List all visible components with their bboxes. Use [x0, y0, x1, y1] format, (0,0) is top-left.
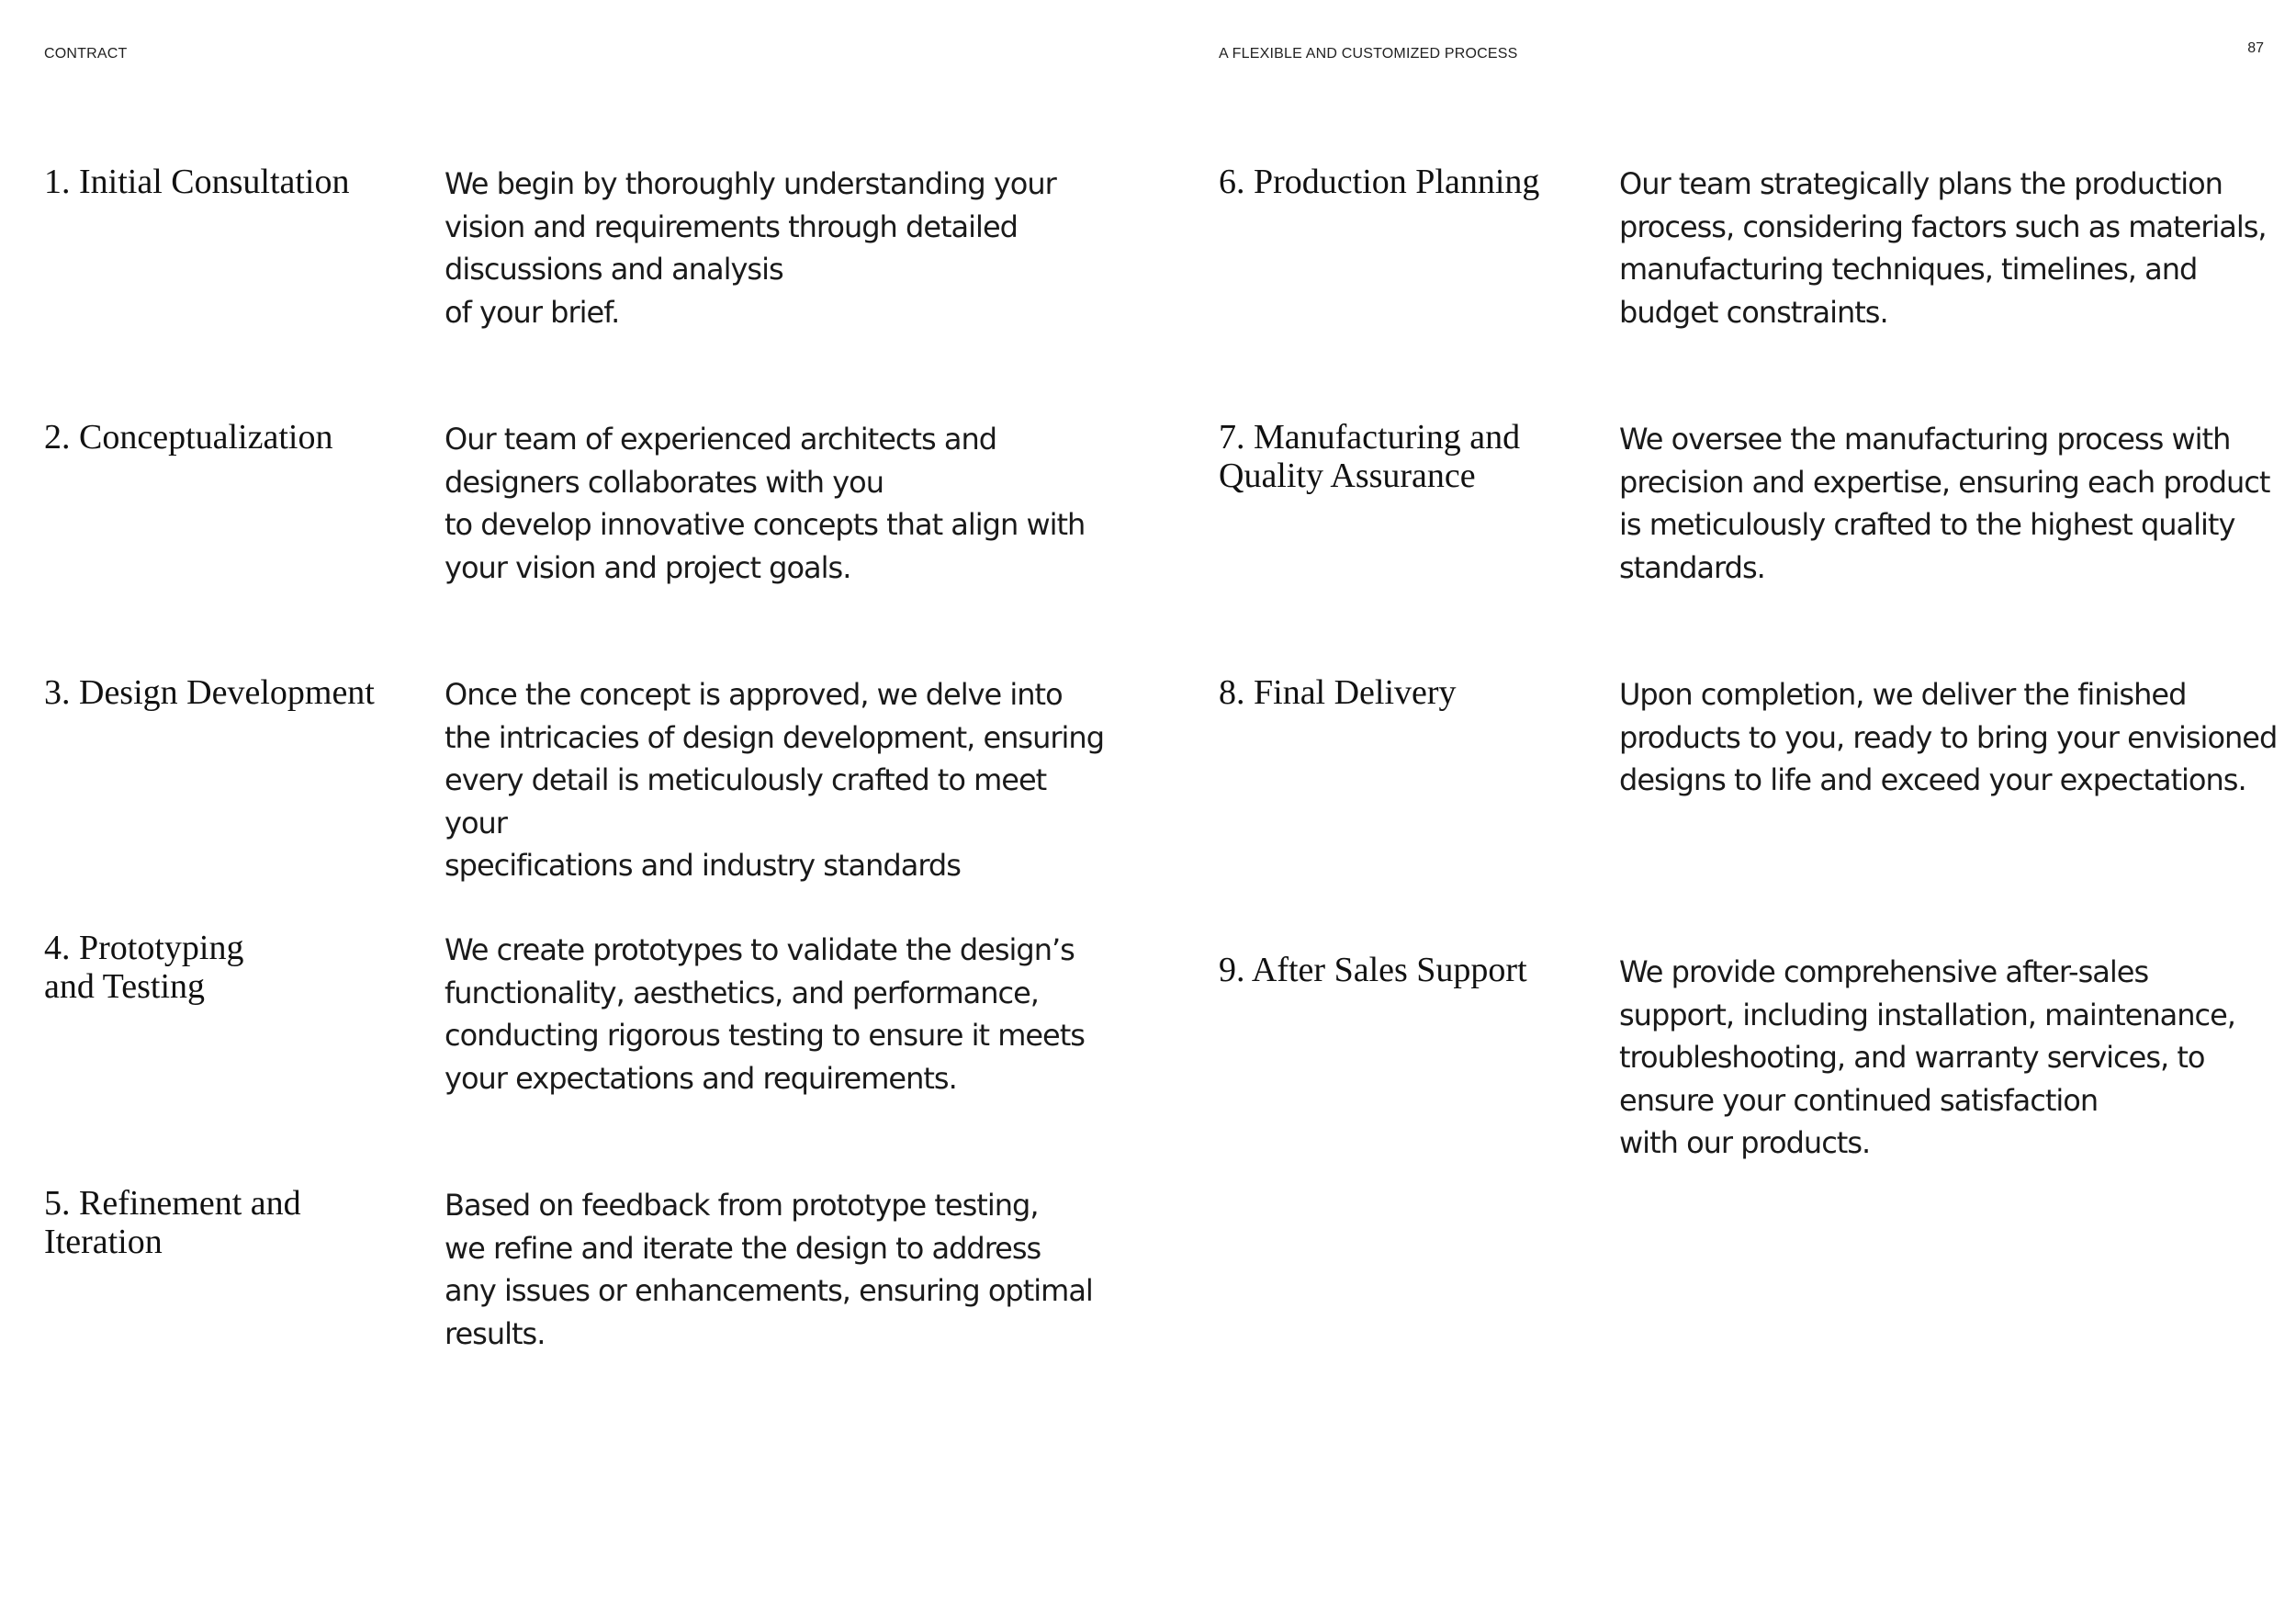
running-head-section: CONTRACT: [44, 46, 128, 62]
step-description: We create prototypes to validate the design’s functionality, aesthetics, and performance, conducting rigorous testing to ensure it meets your expectations and requirements.: [445, 932, 1085, 1096]
step-description: Upon completion, we deliver the finished products to you, ready to bring your envisioned designs to life and exceed your expectations.: [1619, 677, 2278, 797]
step-title: 6. Production Planning: [1219, 163, 1540, 201]
step-description: Our team of experienced architects and designers collaborates with you to develop innovative concepts that align with your vision and project goals.: [445, 422, 1086, 585]
step-title: 2. Conceptualization: [44, 418, 333, 457]
step-title: 9. After Sales Support: [1219, 951, 1527, 989]
step-title: 5. Refinement and Iteration: [44, 1184, 301, 1261]
step-description: We oversee the manufacturing process with precision and expertise, ensuring each product is meticulously crafted to the highest quality standards.: [1619, 422, 2270, 585]
step-title: 1. Initial Consultation: [44, 163, 350, 201]
step-description: Based on feedback from prototype testing, we refine and iterate the design to address any issues or enhancements, ensuring optimal results.: [445, 1188, 1093, 1351]
running-head-title: A FLEXIBLE AND CUSTOMIZED PROCESS: [1219, 46, 1518, 62]
step-description: We begin by thoroughly understanding your vision and requirements through detailed discussions and analysis of your brief.: [445, 166, 1056, 330]
page-number: 87: [2247, 40, 2264, 56]
step-title: 7. Manufacturing and Quality Assurance: [1219, 418, 1521, 495]
step-title: 3. Design Development: [44, 673, 375, 712]
step-title: 4. Prototyping and Testing: [44, 929, 244, 1006]
step-description: We provide comprehensive after-sales support, including installation, maintenance, troubleshooting, and warranty services, to ensure your continued satisfaction with our products.: [1619, 954, 2235, 1160]
step-title: 8. Final Delivery: [1219, 673, 1457, 712]
step-description: Our team strategically plans the production process, considering factors such as materials, manufacturing techniques, timelines, and budget constraints.: [1619, 166, 2267, 330]
step-description: Once the concept is approved, we delve into the intricacies of design development, ensuring every detail is meticulously crafted to meet your specifications and industry standards: [445, 677, 1105, 883]
